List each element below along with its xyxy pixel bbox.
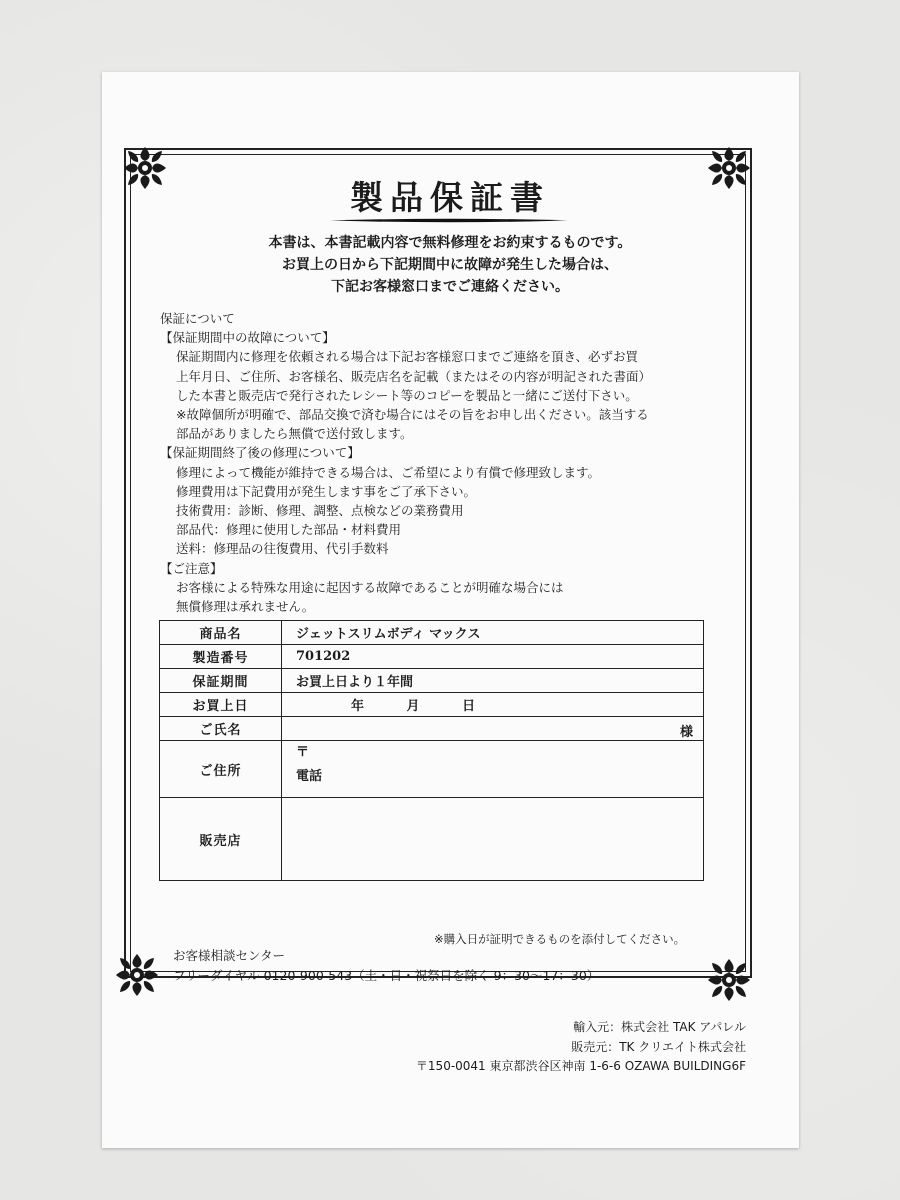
- importer: 輸入元：株式会社 TAK アパレル: [573, 1020, 746, 1034]
- terms-line: 送料：修理品の往復費用、代引手数料: [176, 541, 389, 557]
- guarantee-terms: [160, 309, 730, 616]
- seller: 販売元：TK クリエイト株式会社: [571, 1039, 746, 1054]
- intro-line: お買上の日から下記期間中に故障が発生した場合は、: [282, 257, 618, 273]
- support-center: [173, 946, 599, 986]
- table-row: [160, 798, 704, 881]
- table-row: [160, 717, 704, 741]
- terms-line: 修理によって機能が維持できる場合は、ご希望により有償で修理致します。: [176, 464, 601, 480]
- serial-label: 製造番号: [160, 645, 282, 669]
- period-value: お買上日より１年間: [282, 669, 704, 693]
- terms-line: 上年月日、ご住所、お客様名、販売店名を記載（またはその内容が明記された書面）: [176, 368, 652, 384]
- section-title: 【ご注意】: [160, 560, 223, 576]
- terms-line: した本書と販売店で発行されたレシート等のコピーを製品と一緒にご送付下さい。: [176, 387, 638, 403]
- terms-line: 技術費用：診断、修理、調整、点検などの業務費用: [176, 503, 464, 519]
- period-label: 保証期間: [160, 669, 282, 693]
- page-title: 製品保証書: [350, 178, 550, 217]
- month-label: 月: [406, 699, 420, 714]
- table-row: [160, 669, 704, 693]
- address-label: ご住所: [160, 741, 282, 798]
- product-value: ジェットスリムボディ マックス: [282, 621, 704, 645]
- table-row: [160, 741, 704, 798]
- table-row: [160, 621, 704, 645]
- name-label: ご氏名: [160, 717, 282, 741]
- intro-line: 下記お客様窓口までご連絡ください。: [331, 279, 569, 295]
- terms-line: 保証期間内に修理を依頼される場合は下記お客様窓口までご連絡を頂き、必ずお買: [176, 349, 639, 365]
- ornament-bottom-left-icon: [112, 950, 162, 1000]
- ornament-bottom-right-icon: [704, 955, 754, 1005]
- support-center-name: お客様相談センター: [173, 948, 286, 963]
- company-address: 〒150-0041 東京都渋谷区神南 1-6-6 OZAWA BUILDING6F: [415, 1059, 746, 1073]
- day-label: 日: [462, 699, 476, 714]
- product-label: 商品名: [160, 621, 282, 645]
- purchase-date-label: お買上日: [160, 693, 282, 717]
- phone-label: 電話: [296, 769, 323, 784]
- section-title: 【保証期間終了後の修理について】: [160, 445, 360, 461]
- terms-line: お客様による特殊な用途に起因する故障であることが明確な場合には: [176, 579, 564, 595]
- title-underline: [330, 218, 568, 223]
- support-freedial: フリーダイヤル 0120-900-543（土・日・祝祭日を除く 9：30〜17：30）: [173, 968, 600, 983]
- proof-note: ※購入日が証明できるものを添付してください。: [434, 932, 686, 946]
- purchase-date-field: [282, 693, 704, 717]
- terms-line: 無償修理は承れません。: [176, 599, 315, 615]
- name-suffix: 様: [679, 725, 693, 740]
- table-row: [160, 645, 704, 669]
- postal-mark: 〒: [296, 745, 310, 760]
- terms-line: ※故障個所が明確で、部品交換で済む場合にはその旨をお申し出ください。該当する: [176, 407, 649, 423]
- terms-line: 部品代：修理に使用した部品・材料費用: [176, 522, 402, 538]
- intro-statement: [0, 232, 900, 298]
- year-label: 年: [351, 699, 365, 714]
- table-row: [160, 693, 704, 717]
- store-field: [282, 798, 704, 881]
- company-info: [416, 1018, 746, 1077]
- store-label: 販売店: [160, 798, 282, 881]
- terms-heading: 保証について: [160, 311, 235, 326]
- name-field: [282, 717, 704, 741]
- terms-line: 修理費用は下記費用が発生します事をご了承下さい。: [176, 483, 477, 499]
- warranty-table: [159, 620, 704, 881]
- section-title: 【保証期間中の故障について】: [160, 330, 335, 346]
- serial-value: 701202: [282, 645, 704, 669]
- intro-line: 本書は、本書記載内容で無料修理をお約束するものです。: [268, 235, 632, 251]
- address-field: [282, 741, 704, 798]
- terms-line: 部品がありましたら無償で送付致します。: [176, 426, 413, 442]
